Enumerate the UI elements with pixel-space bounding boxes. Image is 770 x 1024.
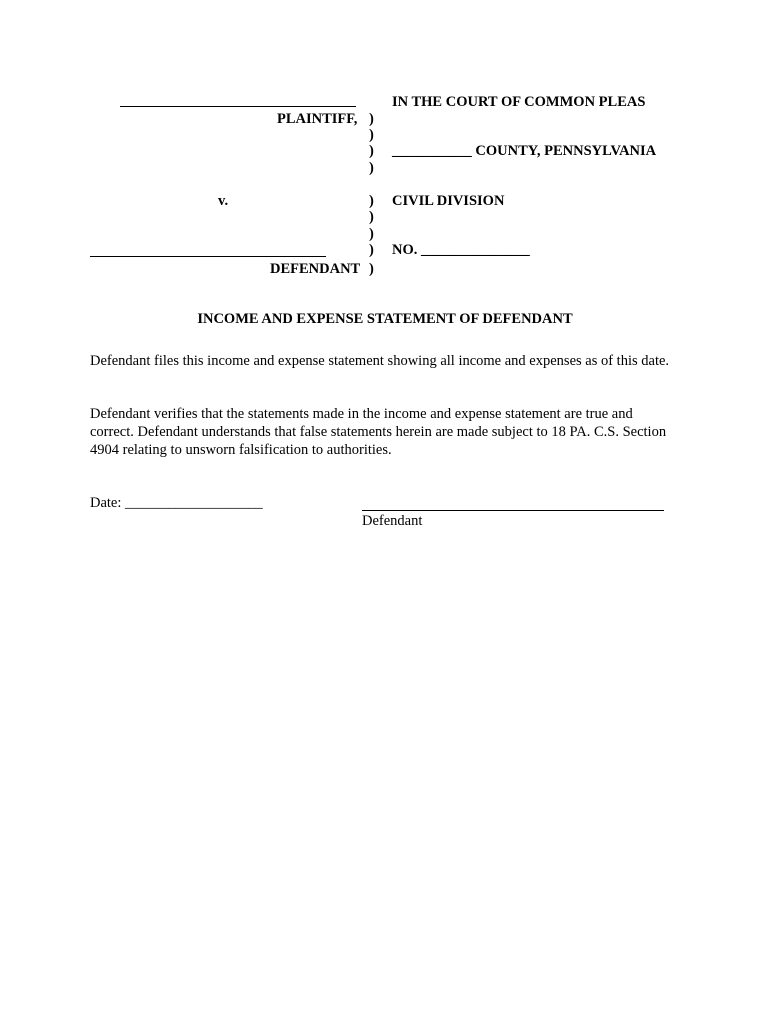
caption-paren: ) — [369, 127, 374, 143]
court-name: IN THE COURT OF COMMON PLEAS — [392, 94, 646, 110]
caption-paren: ) — [369, 209, 374, 225]
caption-paren: ) — [369, 261, 374, 277]
case-number-line — [392, 242, 530, 259]
date-blank[interactable]: ___________________ — [125, 495, 263, 511]
case-number-label: NO. — [392, 242, 418, 258]
division-label: CIVIL DIVISION — [392, 193, 505, 209]
signer-label: Defendant — [362, 513, 423, 529]
county-line — [392, 143, 656, 160]
date-label: Date: — [90, 495, 122, 511]
caption-paren: ) — [369, 111, 374, 127]
versus-label: v. — [218, 193, 229, 209]
plaintiff-label: PLAINTIFF, — [277, 111, 358, 127]
caption-paren: ) — [369, 242, 374, 258]
caption-paren: ) — [369, 193, 374, 209]
document-title: INCOME AND EXPENSE STATEMENT OF DEFENDANT — [197, 311, 573, 327]
statement-paragraph: Defendant files this income and expense statement showing all income and expenses as of this date. — [90, 353, 670, 369]
defendant-label: DEFENDANT — [270, 261, 361, 277]
caption-paren: ) — [369, 226, 374, 242]
verification-paragraph: Defendant verifies that the statements made in the income and expense statement are true and correct. Defendant understands that false statements herein are made subject to 18 PA. C.S. Section 4904 relating to unsworn falsification to authorities. — [90, 406, 667, 458]
case-number-blank[interactable]: _______________ — [421, 242, 530, 258]
date-line — [90, 495, 263, 512]
defendant-name-line[interactable] — [90, 256, 326, 257]
caption-paren: ) — [369, 143, 374, 159]
county-blank[interactable]: ___________ — [392, 143, 472, 159]
signature-line[interactable] — [362, 510, 664, 511]
caption-paren: ) — [369, 160, 374, 176]
county-label: COUNTY, PENNSYLVANIA — [475, 143, 657, 159]
plaintiff-name-line[interactable] — [120, 106, 356, 107]
